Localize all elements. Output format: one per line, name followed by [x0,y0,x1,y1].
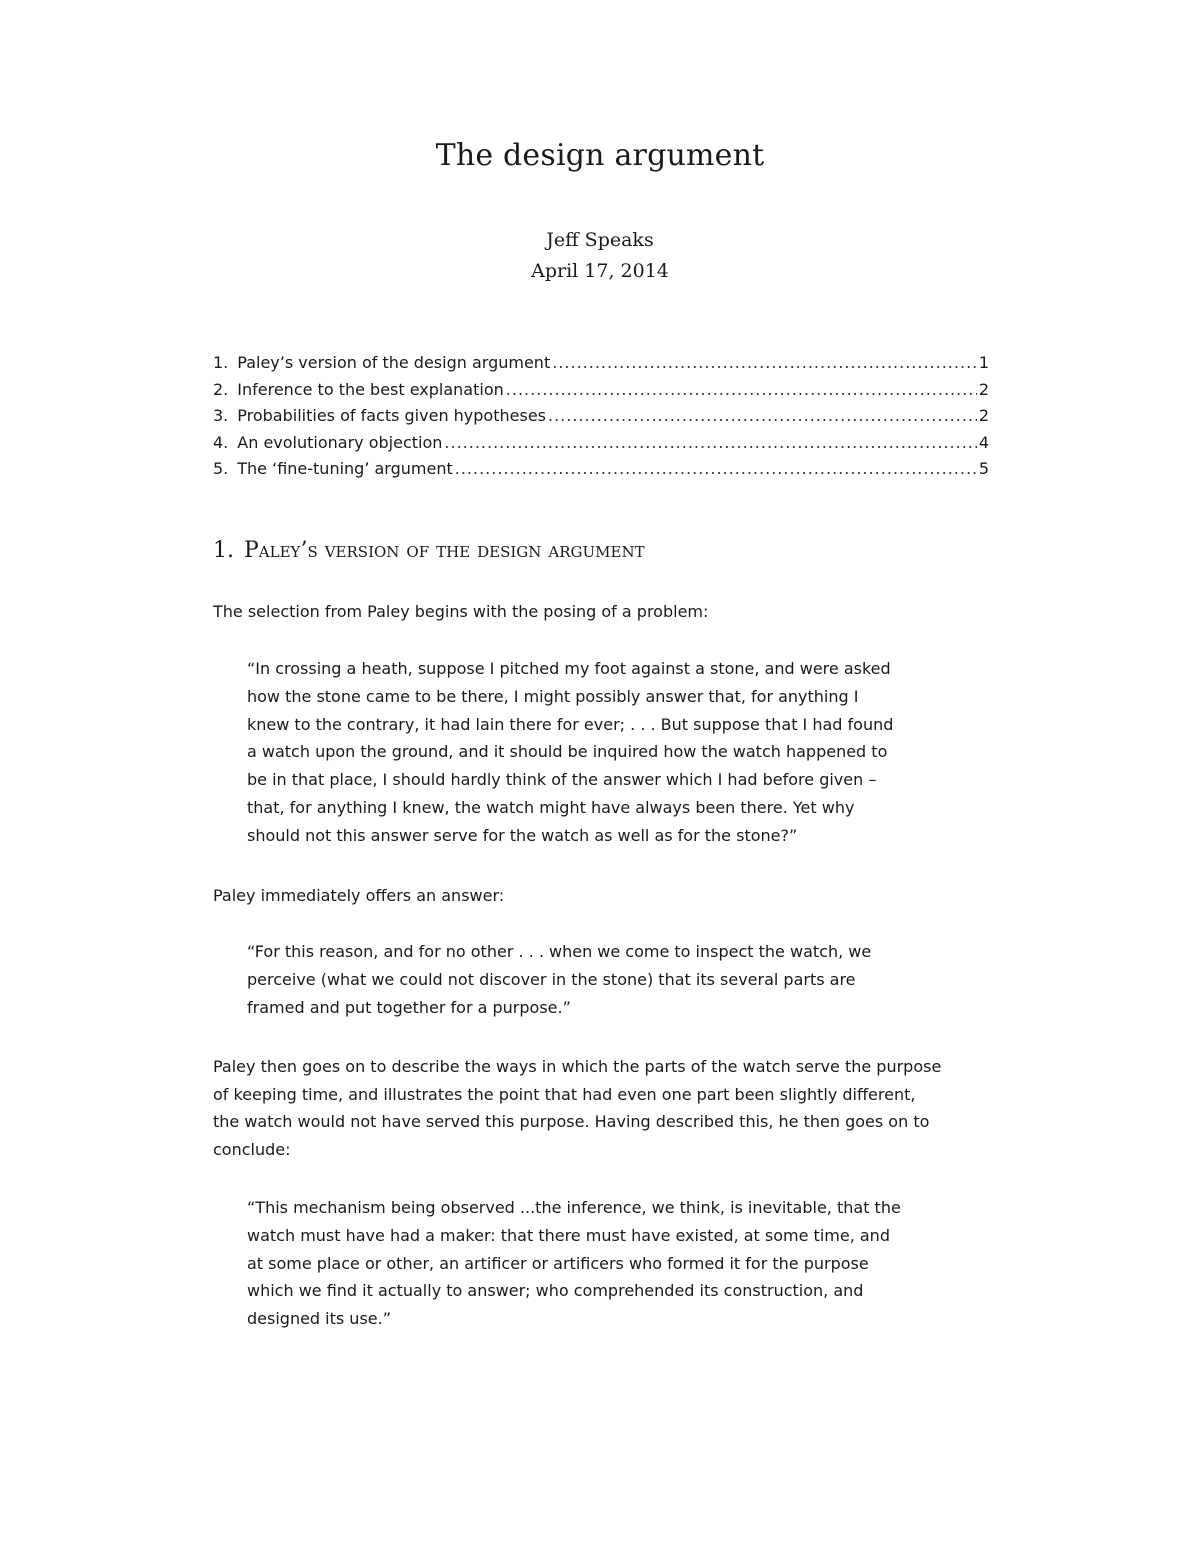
toc-entry[interactable] [213,350,989,377]
toc-entry-label: An evolutionary objection [237,432,443,452]
quote-line: which we find it actually to answer; who comprehended its construction, and [247,1281,864,1301]
toc-entry-number: 5. [213,459,229,478]
toc-entry-number: 1. [213,353,229,372]
quote-line: “This mechanism being observed ...the inference, we think, is inevitable, that the [247,1198,901,1217]
paragraph-line: of keeping time, and illustrates the point that had even one part been slightly different, [213,1084,916,1104]
toc-entry-number: 3. [213,406,229,425]
toc-dot-leader [552,350,977,377]
section-title: Paley’s version of the design argument [244,538,645,563]
document-date: April 17, 2014 [531,260,669,282]
table-of-contents [213,350,989,483]
toc-entry-page: 2 [978,406,989,425]
document-author: Jeff Speaks [546,229,654,251]
toc-entry-number: 4. [213,432,229,452]
quote-line: knew to the contrary, it had lain there for ever; . . . But suppose that I had found [247,714,894,734]
block-quote-mechanism [247,1194,967,1333]
toc-entry-page: 5 [978,459,989,478]
quote-line: perceive (what we could not discover in the stone) that its several parts are [247,969,856,989]
paragraph-line: conclude: [213,1139,291,1159]
paragraph-line: the watch would not have served this purpose. Having described this, he then goes on to [213,1112,930,1131]
quote-line: “In crossing a heath, suppose I pitched my foot against a stone, and were asked [247,659,891,678]
toc-dot-leader [548,403,977,430]
toc-entry-label: Inference to the best explanation [237,379,504,399]
section-heading [213,538,645,563]
quote-line: “For this reason, and for no other . . . when we come to inspect the watch, we [247,942,872,961]
toc-entry-page: 1 [978,353,989,372]
watch-paragraph [213,1053,1003,1163]
answer-paragraph: Paley immediately offers an answer: [213,886,505,905]
quote-line: how the stone came to be there, I might possibly answer that, for anything I [247,686,859,706]
quote-line: a watch upon the ground, and it should be inquired how the watch happened to [247,742,888,762]
toc-entry[interactable] [213,403,989,430]
quote-line: framed and put together for a purpose.” [247,997,571,1017]
toc-dot-leader [444,430,976,457]
quote-line: be in that place, I should hardly think of the answer which I had before given – [247,770,877,790]
toc-entry-label: Paley’s version of the design argument [237,353,551,372]
toc-entry-label: The ‘fine-tuning’ argument [237,459,453,478]
toc-entry[interactable] [213,456,989,483]
section-number: 1. [213,538,234,563]
quote-line: watch must have had a maker: that there must have existed, at some time, and [247,1225,890,1245]
toc-dot-leader [455,456,977,483]
document-title: The design argument [435,138,765,173]
quote-line: should not this answer serve for the watch as well as for the stone?” [247,825,798,845]
block-quote-reason [247,938,967,1021]
paragraph-line: Paley then goes on to describe the ways in which the parts of the watch serve the purpose [213,1057,942,1076]
toc-entry[interactable] [213,377,989,404]
toc-dot-leader [506,377,977,404]
toc-entry-number: 2. [213,379,229,399]
toc-entry-label: Probabilities of facts given hypotheses [237,406,546,425]
quote-line: that, for anything I knew, the watch might have always been there. Yet why [247,797,855,817]
toc-entry-page: 2 [978,379,989,399]
intro-paragraph: The selection from Paley begins with the posing of a problem: [213,602,709,621]
toc-entry[interactable] [213,430,989,457]
quote-line: designed its use.” [247,1309,391,1329]
toc-entry-page: 4 [978,432,989,452]
quote-line: at some place or other, an artificer or artificers who formed it for the purpose [247,1253,869,1273]
block-quote-heath [247,655,967,850]
